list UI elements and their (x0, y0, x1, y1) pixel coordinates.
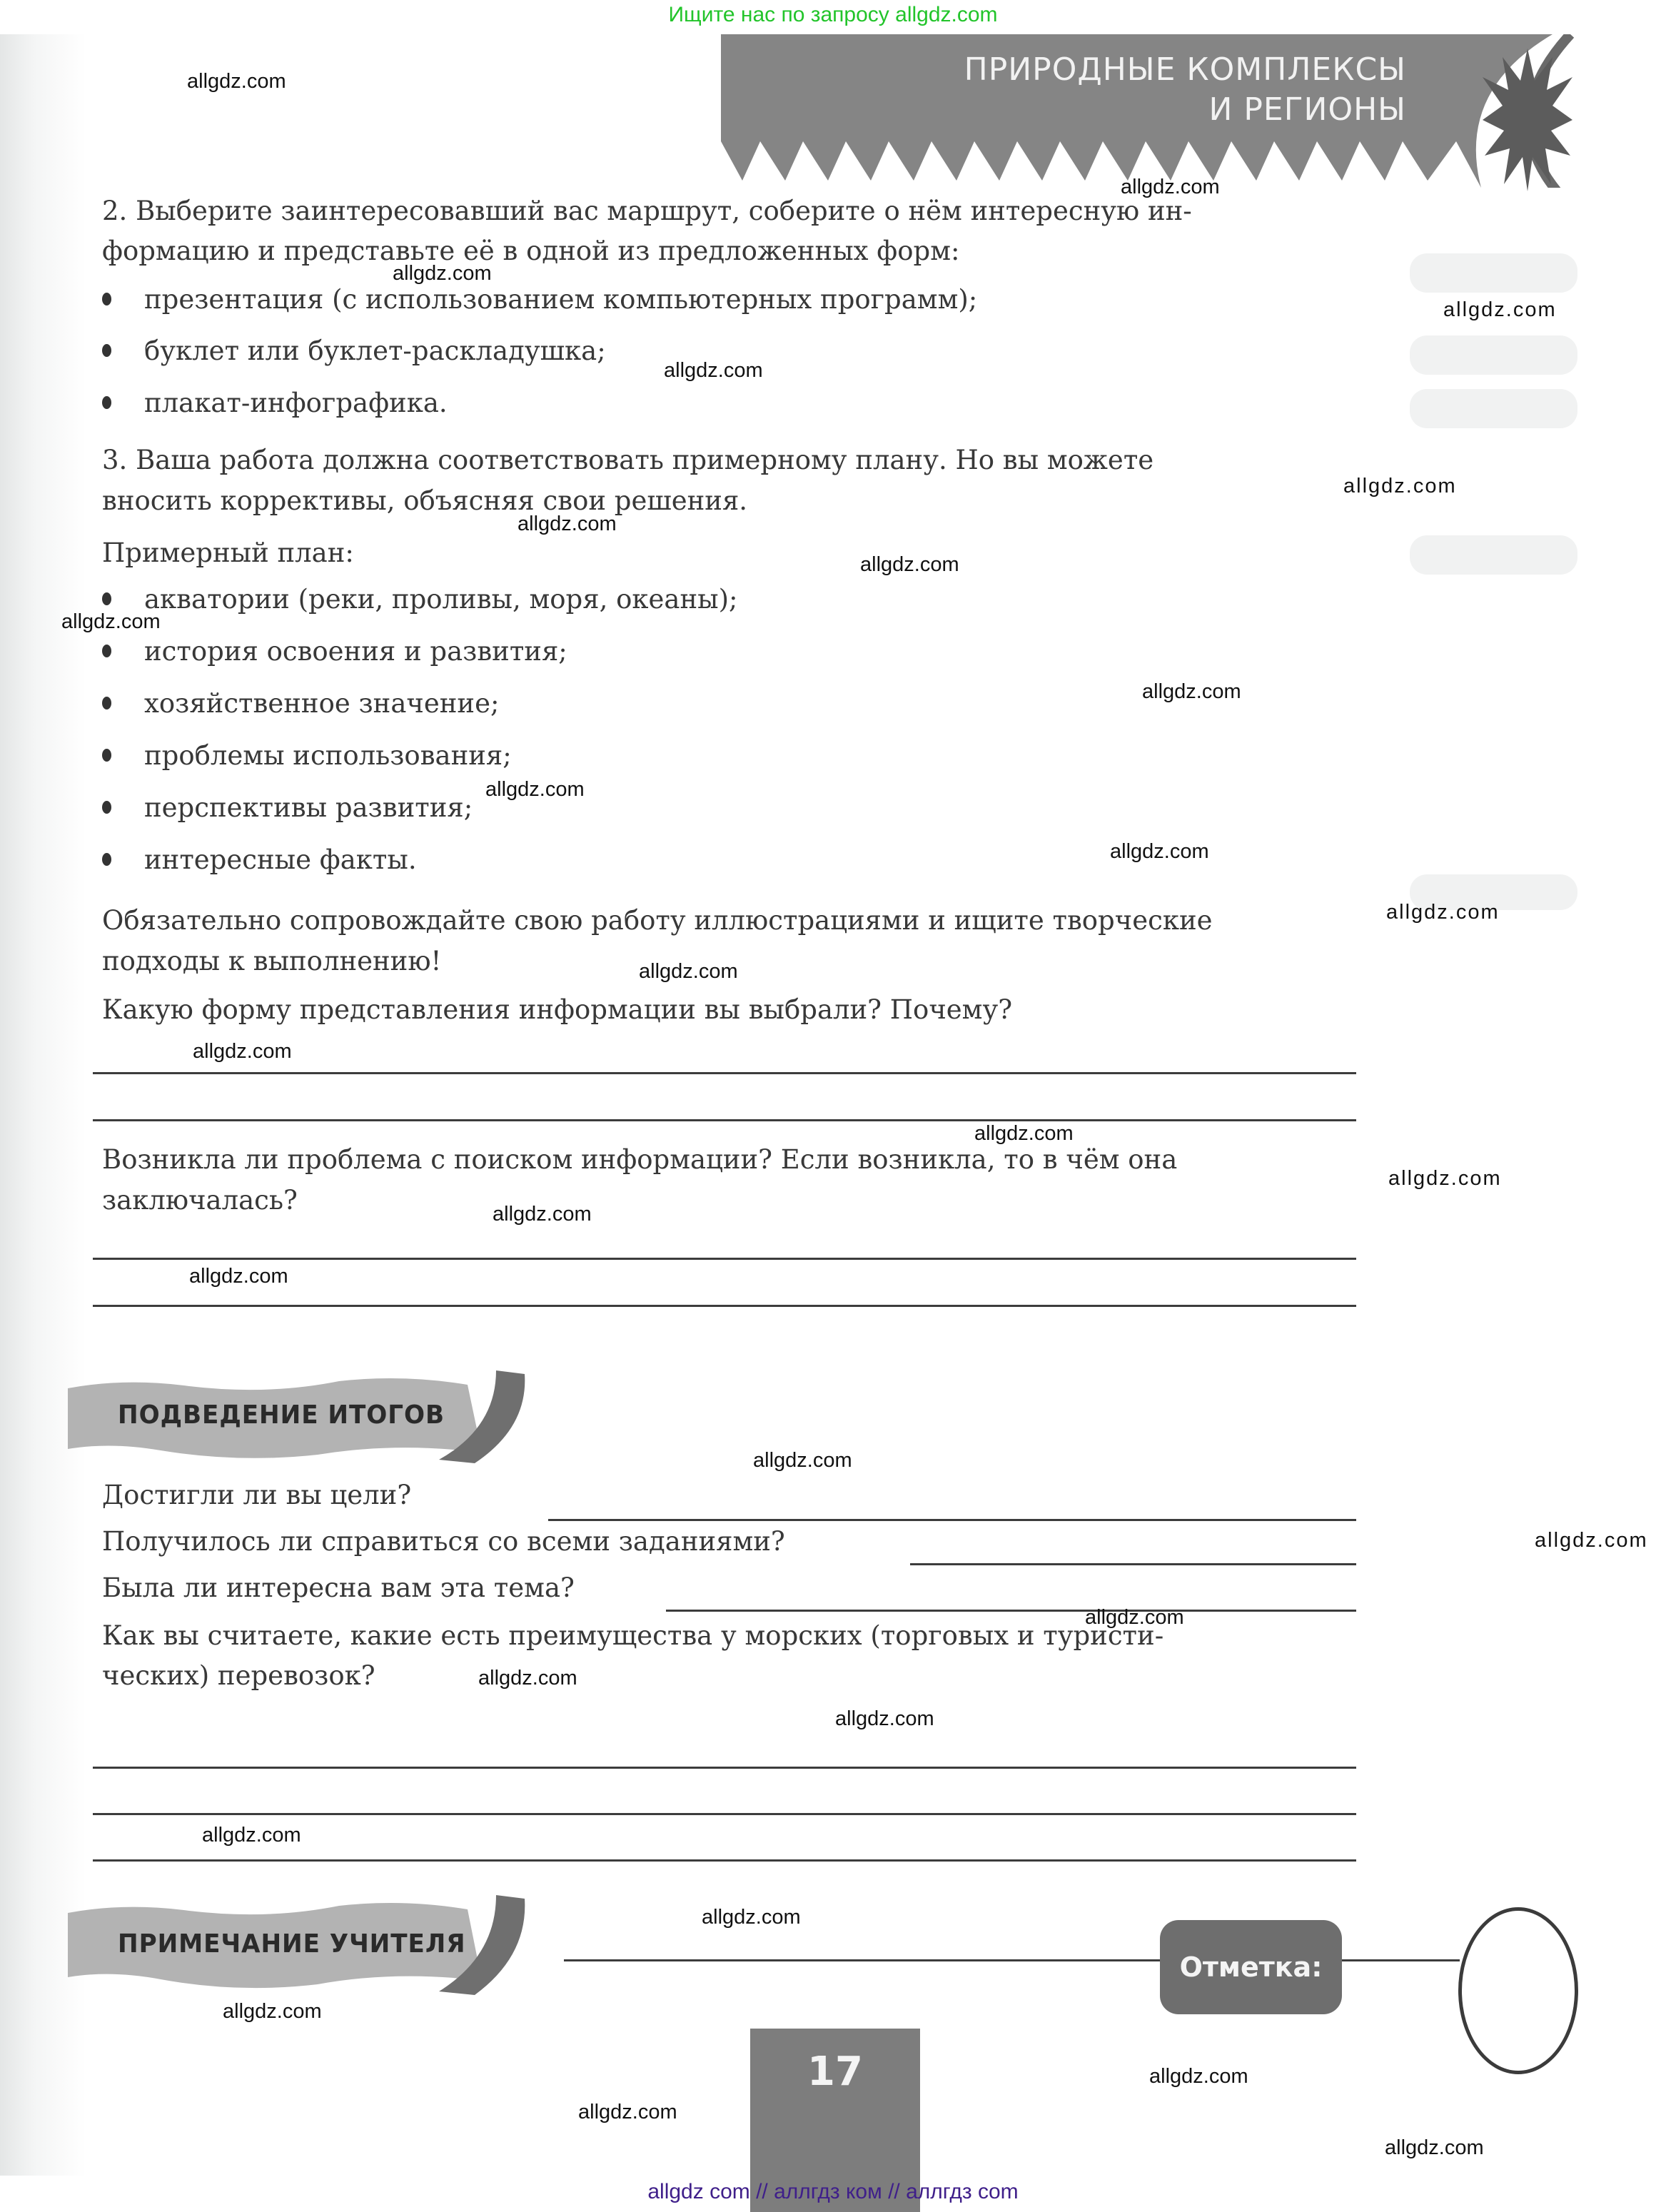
chapter-title (964, 50, 1406, 130)
watermark[interactable]: allgdz.com (974, 1122, 1074, 1145)
footer-watermark[interactable]: allgdz com // аллгдз ком // аллгдз com (647, 2180, 1019, 2203)
page-gutter-shadow (0, 34, 86, 2176)
note-line2: подходы к выполнению! (102, 946, 442, 976)
plan-item (102, 742, 512, 770)
answer-line[interactable] (548, 1519, 1356, 1521)
page-number: 17 (807, 2049, 863, 2095)
answer-line[interactable] (910, 1563, 1356, 1565)
watermark[interactable]: allgdz.com (393, 262, 492, 285)
task2-text-line1: 2. Выберите заинтересовавший вас маршрут, соберите о нём интересную ин- (102, 196, 1192, 226)
format-option-label: презентация (с использованием компьютерных программ); (144, 284, 978, 315)
plan-item-label: хозяйственное значение; (144, 688, 500, 719)
answer-line[interactable] (93, 1072, 1356, 1074)
watermark[interactable]: allgdz.com (860, 553, 959, 576)
bullet-icon (102, 592, 111, 605)
star-icon (1481, 49, 1574, 191)
summary-section-banner (68, 1370, 567, 1463)
watermark[interactable]: allgdz.com (1149, 2065, 1248, 2088)
watermark[interactable]: allgdz.com (189, 1265, 288, 1288)
bullet-icon (102, 645, 111, 657)
watermark[interactable]: allgdz.com (664, 359, 763, 382)
watermark[interactable]: allgdz.com (1121, 176, 1220, 198)
answer-line[interactable] (93, 1258, 1356, 1260)
watermark[interactable]: allgdz.com (202, 1824, 301, 1847)
plan-item-label: перспективы развития; (144, 792, 473, 823)
note-line1: Обязательно сопровождайте свою работу иллюстрациями и ищите творческие (102, 905, 1213, 936)
task2-text-line2: формацию и представьте её в одной из предложенных форм: (102, 236, 960, 266)
task3-text-line2: вносить коррективы, объясняя свои решения. (102, 485, 748, 516)
plan-item-label: акватории (реки, проливы, моря, океаны); (144, 584, 738, 615)
teacher-note-banner (68, 1895, 567, 1988)
answer-line[interactable] (93, 1767, 1356, 1769)
plan-title: Примерный план: (102, 537, 354, 568)
question-search-problem-line2: заключалась? (102, 1185, 298, 1216)
answer-line[interactable] (93, 1859, 1356, 1862)
watermark[interactable]: allgdz.com (1343, 475, 1457, 498)
watermark[interactable]: allgdz.com (1085, 1606, 1184, 1629)
watermark[interactable]: allgdz.com (835, 1707, 934, 1730)
bullet-icon (102, 697, 111, 709)
chapter-header-banner (721, 34, 1627, 188)
plan-item (102, 585, 737, 614)
summary-question-tasks: Получилось ли справиться со всеми заданиями? (102, 1526, 785, 1557)
watermark[interactable]: allgdz.com (1142, 680, 1241, 703)
answer-line[interactable] (93, 1119, 1356, 1121)
watermark[interactable]: allgdz.com (1443, 298, 1557, 321)
plan-item (102, 637, 567, 666)
watermark[interactable]: allgdz.com (485, 778, 585, 801)
question-format-choice: Какую форму представления информации вы выбрали? Почему? (102, 994, 1013, 1025)
watermark[interactable]: allgdz.com (187, 70, 286, 93)
format-option-label: буклет или буклет-раскладушка; (144, 335, 606, 366)
bleed-through-panel (1410, 535, 1577, 575)
watermark[interactable]: allgdz.com (223, 2000, 322, 2023)
answer-line[interactable] (93, 1305, 1356, 1307)
plan-item-label: история освоения и развития; (144, 636, 567, 667)
bullet-icon (102, 396, 111, 409)
bleed-through-panel (1410, 335, 1577, 375)
plan-item-label: интересные факты. (144, 844, 417, 875)
teacher-note-title: ПРИМЕЧАНИЕ УЧИТЕЛЯ (118, 1929, 466, 1959)
plan-item-label: проблемы использования; (144, 740, 512, 771)
answer-line[interactable] (93, 1813, 1356, 1815)
summary-section-title: ПОДВЕДЕНИЕ ИТОГОВ (118, 1400, 445, 1430)
format-option (102, 337, 606, 365)
bullet-icon (102, 344, 111, 357)
top-watermark[interactable]: Ищите нас по запросу allgdz.com (668, 3, 998, 26)
mark-circle-field[interactable] (1458, 1907, 1578, 2074)
watermark[interactable]: allgdz.com (518, 512, 617, 535)
watermark[interactable]: allgdz.com (578, 2101, 677, 2123)
watermark[interactable]: allgdz.com (1388, 1167, 1502, 1190)
watermark[interactable]: allgdz.com (493, 1203, 592, 1226)
watermark[interactable]: allgdz.com (1535, 1529, 1648, 1552)
summary-question-goal: Достигли ли вы цели? (102, 1480, 412, 1510)
bullet-icon (102, 293, 111, 305)
task3-text-line1: 3. Ваша работа должна соответствовать примерному плану. Но вы можете (102, 445, 1154, 475)
summary-question-advantages-line1: Как вы считаете, какие есть преимущества у морских (торговых и туристи- (102, 1620, 1164, 1651)
watermark[interactable]: allgdz.com (61, 610, 161, 633)
mark-connector-line (1338, 1959, 1460, 1961)
plan-item (102, 794, 473, 822)
summary-question-interest: Была ли интересна вам эта тема? (102, 1572, 575, 1603)
format-option (102, 286, 977, 314)
chapter-title-line2: И РЕГИОНЫ (1208, 91, 1406, 128)
question-search-problem-line1: Возникла ли проблема с поиском информации? Если возникла, то в чём она (102, 1144, 1178, 1175)
watermark[interactable]: allgdz.com (702, 1906, 801, 1929)
answer-line[interactable] (666, 1610, 1356, 1612)
watermark[interactable]: allgdz.com (639, 960, 738, 983)
watermark[interactable]: allgdz.com (1386, 901, 1500, 924)
mark-label-badge: Отметка: (1160, 1920, 1342, 2014)
bullet-icon (102, 801, 111, 814)
watermark[interactable]: allgdz.com (193, 1040, 292, 1063)
watermark[interactable]: allgdz.com (1385, 2136, 1484, 2159)
bleed-through-panel (1410, 389, 1577, 428)
chapter-title-line1: ПРИРОДНЫЕ КОМПЛЕКСЫ (964, 51, 1406, 88)
bullet-icon (102, 749, 111, 762)
watermark[interactable]: allgdz.com (1110, 840, 1209, 863)
teacher-note-line[interactable] (564, 1959, 1163, 1961)
watermark[interactable]: allgdz.com (478, 1667, 577, 1690)
plan-item (102, 846, 417, 874)
format-option (102, 389, 448, 418)
plan-item (102, 690, 499, 718)
bleed-through-panel (1410, 253, 1577, 293)
bullet-icon (102, 853, 111, 866)
summary-question-advantages-line2: ческих) перевозок? (102, 1660, 375, 1691)
format-option-label: плакат-инфографика. (144, 388, 448, 418)
watermark[interactable]: allgdz.com (753, 1449, 852, 1472)
